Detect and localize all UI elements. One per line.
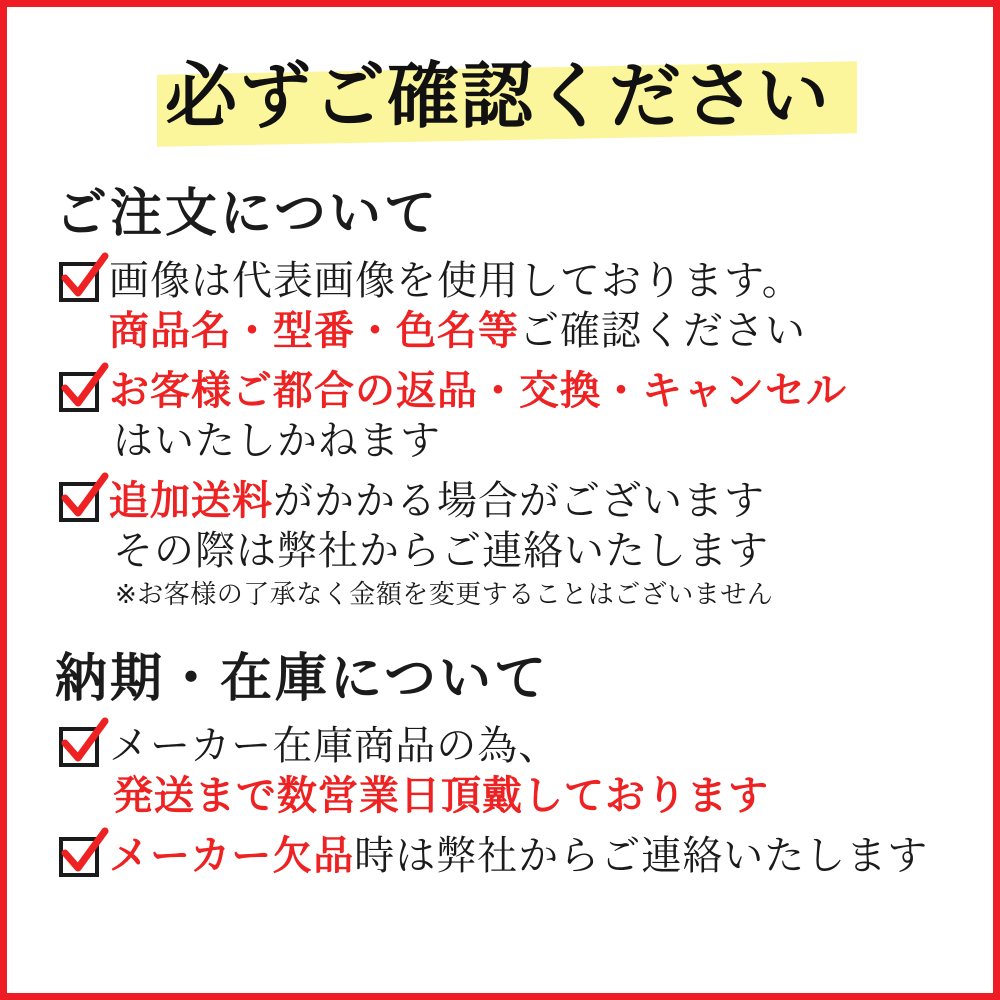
list-item-note: ※お客様の了承なく金額を変更することはございません: [115, 580, 774, 610]
plain-text: 時は弊社からご連絡いたします: [354, 833, 929, 879]
list-item: [59, 476, 953, 614]
emphasis-text: 追加送料: [109, 478, 273, 524]
list-item-text: [109, 831, 953, 881]
list-item-line: その際は弊社からご連絡いたします: [113, 528, 769, 574]
section-heading-delivery: 納期・在庫について: [55, 649, 549, 709]
checkbox-checked-icon: [59, 372, 99, 412]
plain-text: ご確認ください: [519, 308, 806, 354]
checkbox-checked-icon: [59, 262, 99, 302]
list-item-text: [109, 476, 953, 614]
list-item-line: 画像は代表画像を使用しております。: [109, 258, 803, 304]
list-item: [59, 721, 953, 821]
checkbox-checked-icon: [59, 482, 99, 522]
emphasis-text: メーカー欠品: [109, 833, 355, 879]
page-title: [165, 41, 953, 161]
list-item-line: お客様ご都合の返品・交換・キャンセル: [109, 368, 847, 414]
list-item: [59, 831, 953, 881]
list-item-text: [109, 721, 953, 821]
section-heading-orders: ご注文について: [55, 184, 439, 244]
list-item-line: [109, 833, 928, 879]
list-item-line: メーカー在庫商品の為、: [109, 723, 560, 769]
emphasis-text: 商品名・型番・色名等: [109, 308, 519, 354]
list-item-text: [109, 366, 953, 466]
list-item-line: [109, 308, 806, 354]
list-item: [59, 366, 953, 466]
list-item-text: [109, 256, 953, 356]
list-item-line: はいたしかねます: [113, 418, 441, 464]
notice-content: [7, 7, 993, 993]
checkbox-checked-icon: [59, 837, 99, 877]
list-item-line: 発送まで数営業日頂戴しております: [113, 773, 769, 819]
page-title-text: 必ずご確認ください: [165, 54, 832, 138]
plain-text: がかかる場合がございます: [273, 478, 765, 524]
list-item: [59, 256, 953, 356]
checkbox-checked-icon: [59, 727, 99, 767]
list-item-line: [109, 478, 765, 524]
